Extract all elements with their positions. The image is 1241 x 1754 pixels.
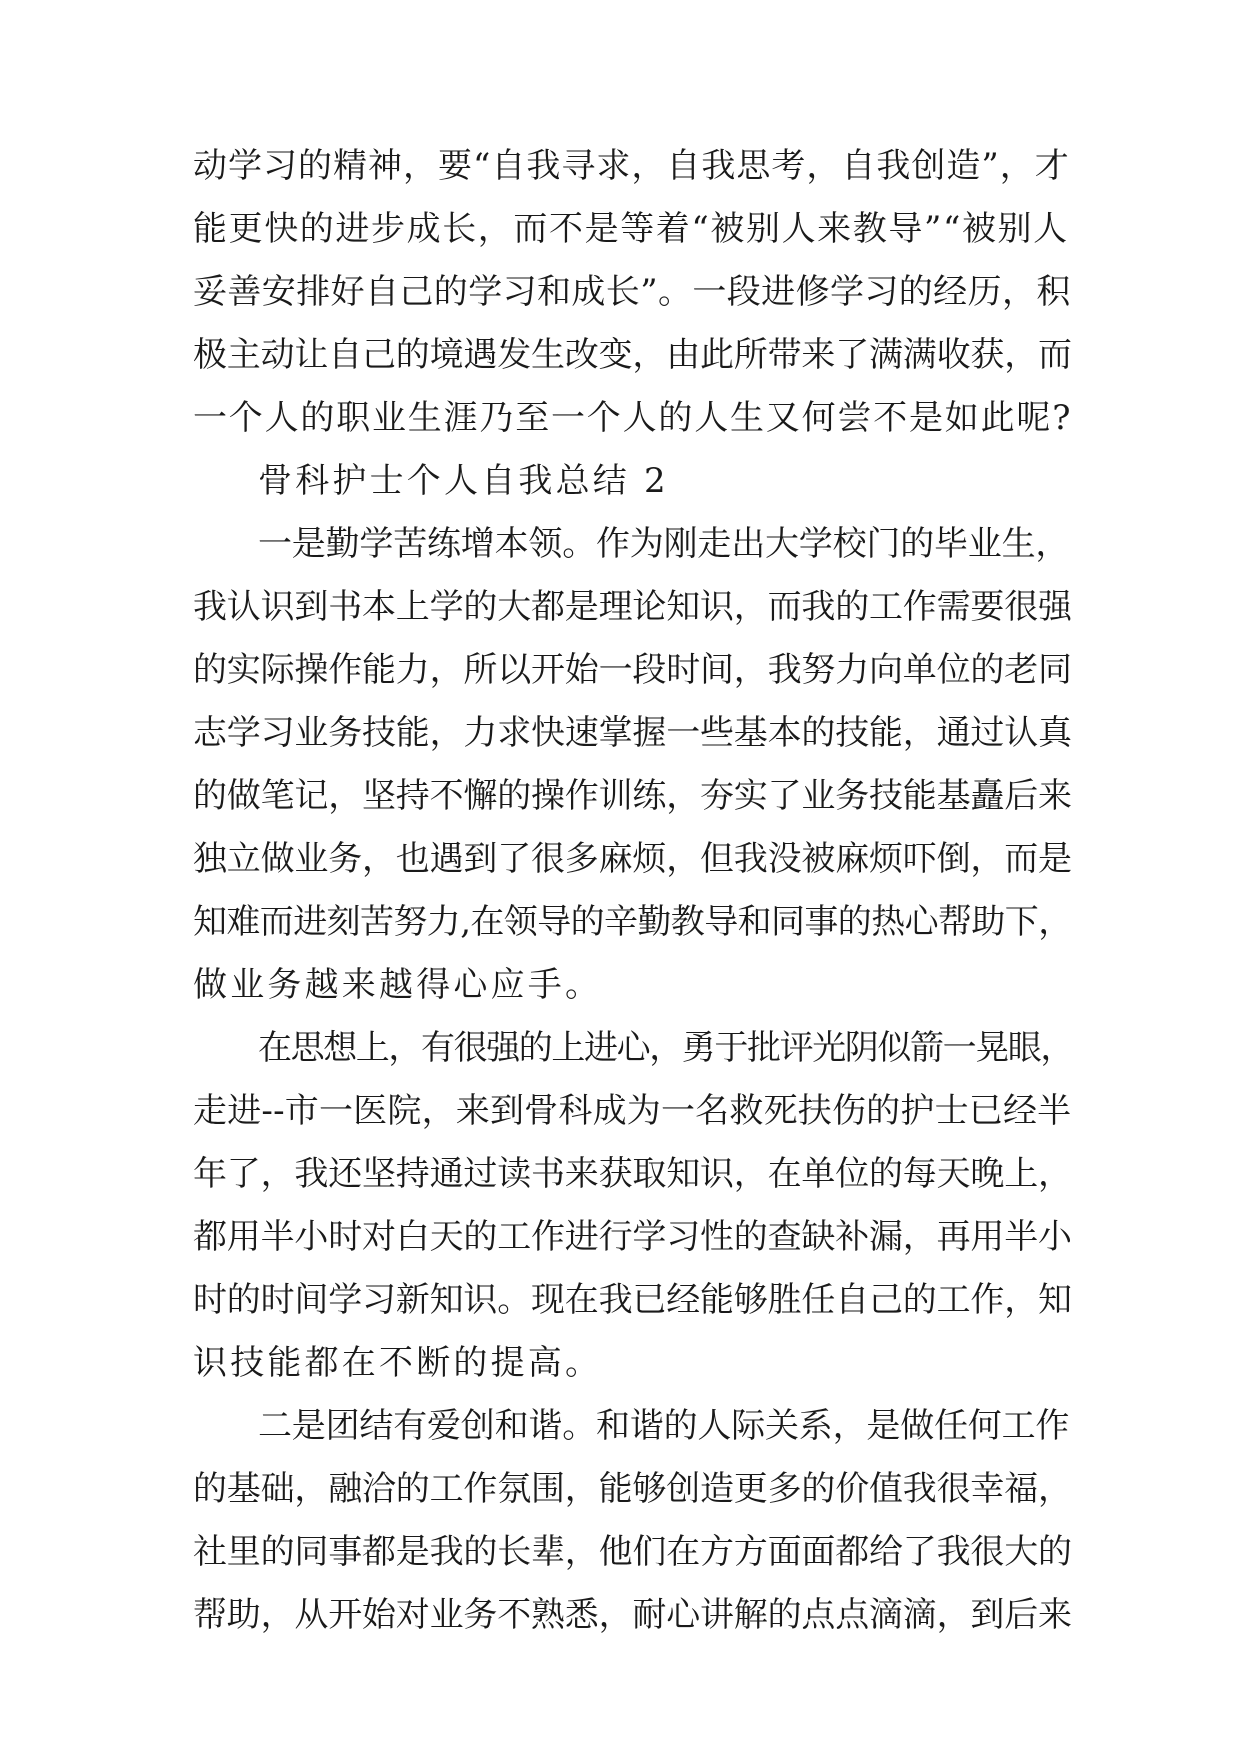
body-text-line: 我认识到书本上学的大都是理论知识，而我的工作需要很强 (193, 587, 1072, 627)
body-text-line: 知难而进刻苦努力,在领导的辛勤教导和同事的热心帮助下， (193, 902, 1072, 942)
body-text-line: 志学习业务技能，力求快速掌握一些基本的技能，通过认真 (193, 713, 1072, 753)
body-text-line: 一个人的职业生涯乃至一个人的人生又何尝不是如此呢? (193, 398, 1073, 438)
body-text-line: 二是团结有爱创和谐。和谐的人际关系，是做任何工作 (258, 1406, 1070, 1446)
body-text-line: 帮助，从开始对业务不熟悉，耐心讲解的点点滴滴，到后来 (193, 1595, 1072, 1635)
body-text-line: 的实际操作能力，所以开始一段时间，我努力向单位的老同 (193, 650, 1072, 690)
body-text-line: 都用半小时对白天的工作进行学习性的查缺补漏，再用半小 (193, 1217, 1072, 1257)
body-text-line: 年了，我还坚持通过读书来获取知识，在单位的每天晚上， (193, 1154, 1072, 1194)
body-text-line: 独立做业务，也遇到了很多麻烦，但我没被麻烦吓倒，而是 (193, 839, 1072, 879)
body-text-line: 一是勤学苦练增本领。作为刚走出大学校门的毕业生， (258, 524, 1070, 564)
body-text-line: 动学习的精神，要“自我寻求，自我思考，自我创造”，才 (193, 146, 1070, 186)
body-text-line: 时的时间学习新知识。现在我已经能够胜任自己的工作，知 (193, 1280, 1072, 1320)
body-text-line: 的基础，融洽的工作氛围，能够创造更多的价值我很幸福， (193, 1469, 1072, 1509)
body-text-line: 在思想上，有很强的上进心，勇于批评光阴似箭一晃眼， (258, 1028, 1073, 1068)
body-text-line: 妥善安排好自己的学习和成长”。一段进修学习的经历，积 (193, 272, 1071, 312)
body-text-line: 极主动让自己的境遇发生改变，由此所带来了满满收获，而 (193, 335, 1072, 375)
body-text-line: 识技能都在不断的提高。 (193, 1343, 603, 1383)
body-text-line: 走进--市一医院，来到骨科成为一名救死扶伤的护士已经半 (193, 1091, 1072, 1131)
section-heading: 骨科护士个人自我总结 2 (258, 461, 669, 501)
body-text-line: 社里的同事都是我的长辈，他们在方方面面都给了我很大的 (193, 1532, 1072, 1572)
body-text-line: 的做笔记，坚持不懈的操作训练，夯实了业务技能基矗后来 (193, 776, 1072, 816)
body-text-line: 能更快的进步成长，而不是等着“被别人来教导”“被别人 (193, 209, 1069, 249)
body-text-line: 做业务越来越得心应手。 (193, 965, 603, 1005)
